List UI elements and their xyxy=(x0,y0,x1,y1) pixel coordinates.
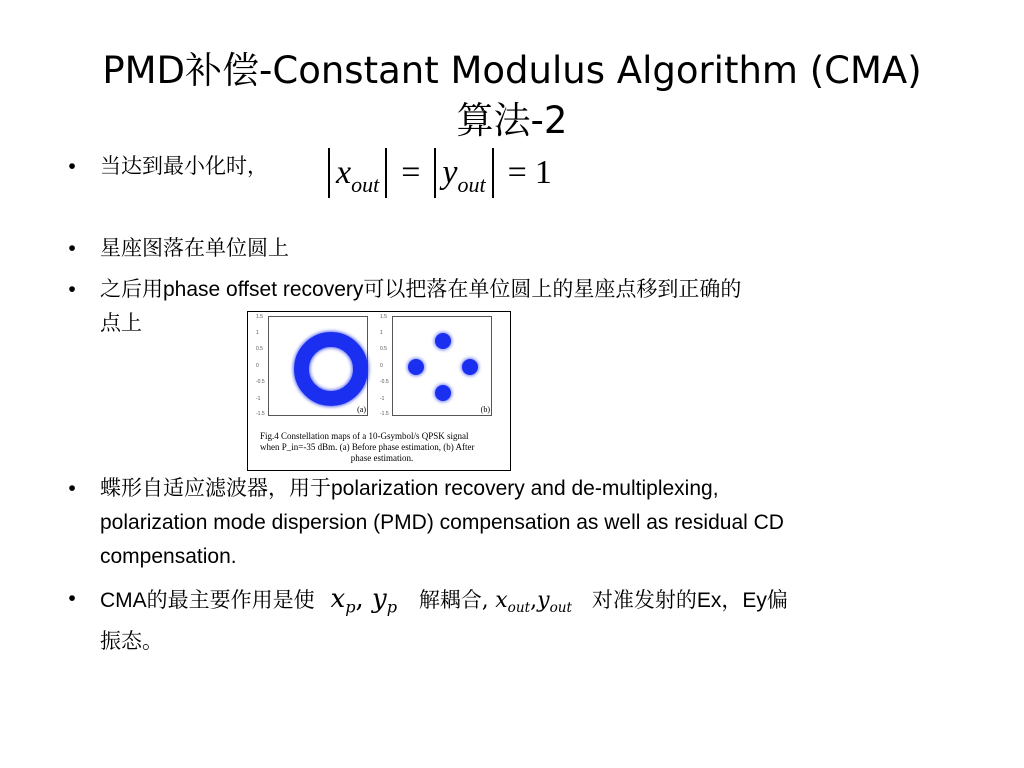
tick-label: -1.5 xyxy=(256,411,265,417)
math-x: x xyxy=(330,584,346,614)
constellation-plot-a xyxy=(256,316,370,430)
slide-title xyxy=(60,46,964,146)
tick-label: 1 xyxy=(256,330,259,336)
bullet-text-line-1: 蝶形自适应滤波器，用于polarization recovery and de-multiplexing, xyxy=(100,477,719,500)
math-sub: out xyxy=(549,599,573,616)
constellation-point-right xyxy=(462,359,478,375)
title-line-1: PMD补偿-Constant Modulus Algorithm (CMA) xyxy=(102,49,922,92)
eq-y-sub: out xyxy=(457,172,486,197)
eq-equals: = xyxy=(401,154,421,191)
math-sub: p xyxy=(345,597,356,617)
tick-label: 0.5 xyxy=(380,346,387,352)
eq-y-var: y xyxy=(442,154,458,191)
bullet-prefix: CMA的最主要作用是使 xyxy=(100,589,315,612)
bullet-dot: • xyxy=(68,237,76,260)
math-comma: , xyxy=(530,588,538,613)
bullet-text: 当达到最小化时， xyxy=(100,155,268,178)
tick-label: -1.5 xyxy=(380,411,389,417)
bullet-dot: • xyxy=(68,155,76,178)
bullet-minimization xyxy=(68,150,268,184)
bullet-dot: • xyxy=(68,278,76,301)
constellation-point-left xyxy=(408,359,424,375)
math-comma: , xyxy=(355,584,364,614)
constellation-point-bottom xyxy=(435,385,451,401)
panel-tag-b: (b) xyxy=(480,405,490,414)
bullet-line-2: 振态。 xyxy=(100,629,163,653)
bullet-text-line-2: polarization mode dispersion (PMD) compensation as well as residual CD xyxy=(100,511,784,534)
bullet-cma-role xyxy=(68,582,980,659)
bullet-unit-circle xyxy=(68,232,289,266)
math-sub: p xyxy=(386,597,398,617)
bullet-dot: • xyxy=(68,477,76,500)
tick-label: 0 xyxy=(256,363,259,369)
constellation-figure xyxy=(247,311,511,471)
math-xp-yp xyxy=(330,584,398,617)
constellation-plot-b xyxy=(380,316,494,430)
math-y: y xyxy=(372,584,387,614)
tick-label: 1.5 xyxy=(380,314,387,320)
caption-line-3: phase estimation. xyxy=(350,453,414,463)
eq-x-var: x xyxy=(336,154,352,191)
constellation-ring xyxy=(294,332,368,406)
abs-bar xyxy=(492,148,494,198)
math-comma: , xyxy=(481,588,496,612)
title-line-2: 算法-2 xyxy=(456,99,568,142)
bullet-suffix: 对准发射的Ex，Ey偏 xyxy=(591,589,788,612)
panel-tag-a: (a) xyxy=(357,405,366,414)
bullet-text-line-2: 点上 xyxy=(100,312,142,335)
bullet-text: 星座图落在单位圆上 xyxy=(100,237,289,260)
math-xout-yout xyxy=(495,588,573,616)
bullet-dot: • xyxy=(68,587,76,610)
math-x: x xyxy=(495,588,508,613)
plot-frame xyxy=(392,316,492,416)
bullet-text-line-1: 之后用phase offset recovery可以把落在单位圆上的星座点移到正确的 xyxy=(100,278,742,301)
constellation-point-top xyxy=(435,333,451,349)
tick-label: 1.5 xyxy=(256,314,263,320)
figure-caption xyxy=(260,431,504,464)
eq-equals: = xyxy=(507,154,527,191)
tick-label: -0.5 xyxy=(380,379,389,385)
abs-bar xyxy=(385,148,387,198)
math-y: y xyxy=(537,588,550,613)
bullet-text-line-3: compensation. xyxy=(100,545,237,568)
eq-x-sub: out xyxy=(351,172,380,197)
caption-line-1: Fig.4 Constellation maps of a 10-Gsymbol/s QPSK signal xyxy=(260,431,469,441)
eq-rhs: 1 xyxy=(534,154,552,191)
tick-label: -1 xyxy=(256,396,261,402)
caption-line-2: when P_in=-35 dBm. (a) Before phase estimation, (b) After xyxy=(260,442,475,452)
math-sub: out xyxy=(507,599,531,616)
tick-label: -1 xyxy=(380,396,385,402)
abs-bar xyxy=(328,148,330,198)
modulus-equation xyxy=(322,145,552,201)
tick-label: 1 xyxy=(380,330,383,336)
bullet-middle: 解耦合 xyxy=(418,589,482,612)
abs-bar xyxy=(434,148,436,198)
bullet-line-1 xyxy=(100,582,980,625)
tick-label: 0.5 xyxy=(256,346,263,352)
plot-frame xyxy=(268,316,368,416)
tick-label: -0.5 xyxy=(256,379,265,385)
bullet-butterfly-filter xyxy=(68,472,784,574)
tick-label: 0 xyxy=(380,363,383,369)
